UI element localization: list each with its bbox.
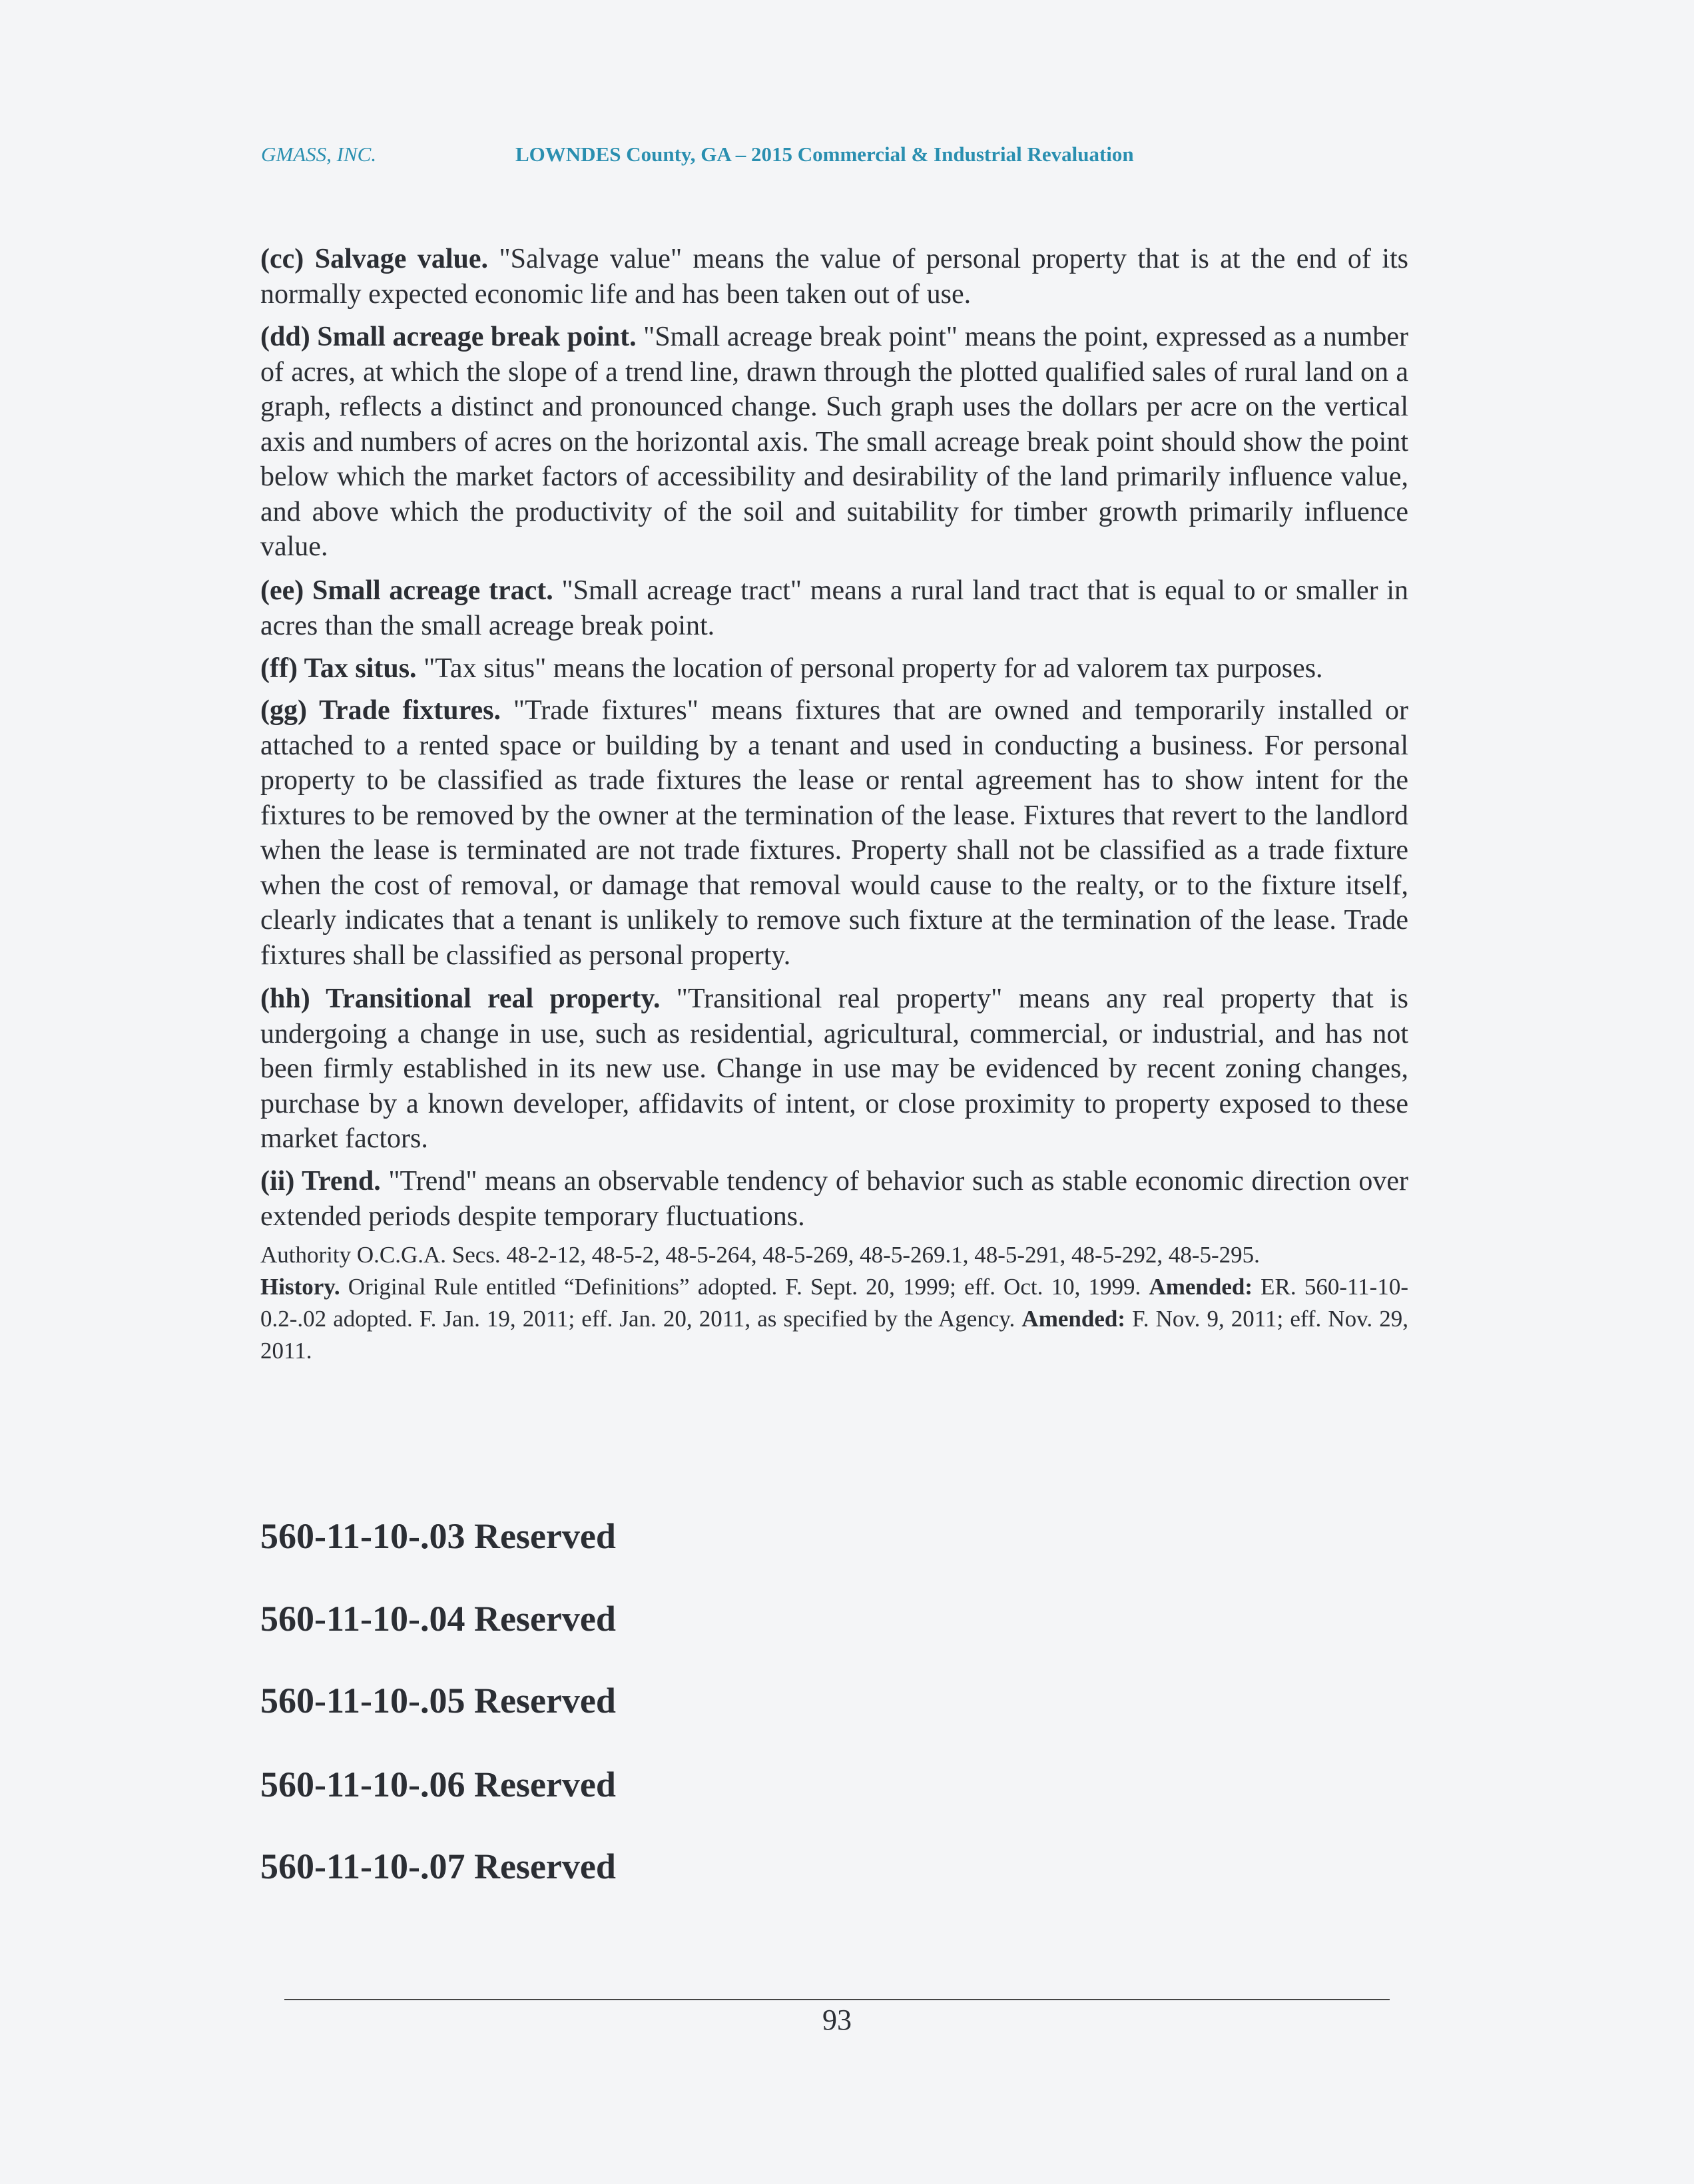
history-text [260,1271,1408,1367]
definition-cc [260,242,1408,312]
term: (ff) Tax situs. [260,653,417,684]
authority-block [260,1239,1408,1367]
term: (ii) Trend. [260,1166,381,1197]
history-body: Original Rule entitled “Definitions” adopted. F. Sept. 20, 1999; eff. Oct. 10, 1999. [340,1274,1149,1300]
definition-text: "Tax situs" means the location of personal property for ad valorem tax purposes. [416,653,1323,684]
history-label: History. [260,1274,340,1300]
authority-line: Authority O.C.G.A. Secs. 48-2-12, 48-5-2, 48-5-264, 48-5-269, 48-5-269.1, 48-5-291, 48-5-292, 48-5-295. [260,1242,1260,1268]
term: (gg) Trade fixtures. [260,695,501,726]
term: (hh) Transitional real property. [260,983,661,1014]
final-text: F. Nov. 9, 2011; eff. Nov. 29, 2011. [260,1306,1408,1364]
definition-text: "Small acreage tract" means a rural land tract that is equal to or smaller in acres than the small acreage break point. [260,575,1408,641]
definition-text: "Trade fixtures" means fixtures that are owned and temporarily installed or attached to a rented space or building by a tenant and used in conducting a business. For personal property to be classified as trade fixtures the lease or rental agreement has to show intent for the fixtures to be removed by the owner at the termination of the lease. Fixtures that revert to the landlord when the lease is terminated are not trade fixtures. Property shall not be classified as a trade fixture when the cost of removal, or damage that removal would cause to the realty, or to the fixture itself, clearly indicates that a tenant is unlikely to remove such fixture at the termination of the lease. Trade fixtures shall be classified as personal property. [260,695,1408,971]
term: (cc) Salvage value. [260,244,488,274]
header-title: LOWNDES County, GA – 2015 Commercial & Industrial Revaluation [515,142,1134,166]
definition-text: "Salvage value" means the value of personal property that is at the end of its normally expected economic life and has been taken out of use. [260,244,1408,310]
definition-ii [260,1164,1408,1234]
definition-hh [260,981,1408,1157]
reserved-section-06: 560-11-10-.06 Reserved [260,1765,616,1804]
definition-ff [260,651,1408,686]
definition-dd [260,320,1408,565]
amended-label: Amended: [1149,1274,1253,1300]
amended-label: Amended: [1021,1306,1125,1332]
term: (ee) Small acreage tract. [260,575,553,606]
definition-text: "Small acreage break point" means the point, expressed as a number of acres, at which the slope of a trend line, drawn through the plotted qualified sales of rural land on a graph, reflects a distinct and pronounced change. Such graph uses the dollars per acre on the vertical axis and numbers of acres on the horizontal axis. The small acreage break point should show the point below which the market factors of accessibility and desirability of the land primarily influence value, and above which the productivity of the soil and suitability for timber growth primarily influence value. [260,322,1408,562]
definition-gg [260,693,1408,973]
term: (dd) Small acreage break point. [260,322,637,352]
footer-divider [284,1999,1390,2000]
page-number: 93 [822,2004,852,2036]
header-company: GMASS, INC. [261,142,377,166]
er-text: ER. 560-11-10-0.2-.02 adopted. F. Jan. 19, 2011; eff. Jan. 20, 2011, as specified by the Agency. [260,1274,1408,1332]
reserved-section-04: 560-11-10-.04 Reserved [260,1599,616,1639]
reserved-section-07: 560-11-10-.07 Reserved [260,1846,616,1886]
definition-text: "Trend" means an observable tendency of behavior such as stable economic direction over extended periods despite temporary fluctuations. [260,1166,1408,1232]
reserved-section-05: 560-11-10-.05 Reserved [260,1681,616,1721]
definition-text: "Transitional real property" means any real property that is undergoing a change in use, such as residential, agricultural, commercial, or industrial, and has not been firmly established in its new use. Change in use may be evidenced by recent zoning changes, purchase by a known developer, affidavits of intent, or close proximity to property exposed to these market factors. [260,983,1408,1154]
reserved-section-03: 560-11-10-.03 Reserved [260,1516,616,1556]
definition-ee [260,573,1408,643]
